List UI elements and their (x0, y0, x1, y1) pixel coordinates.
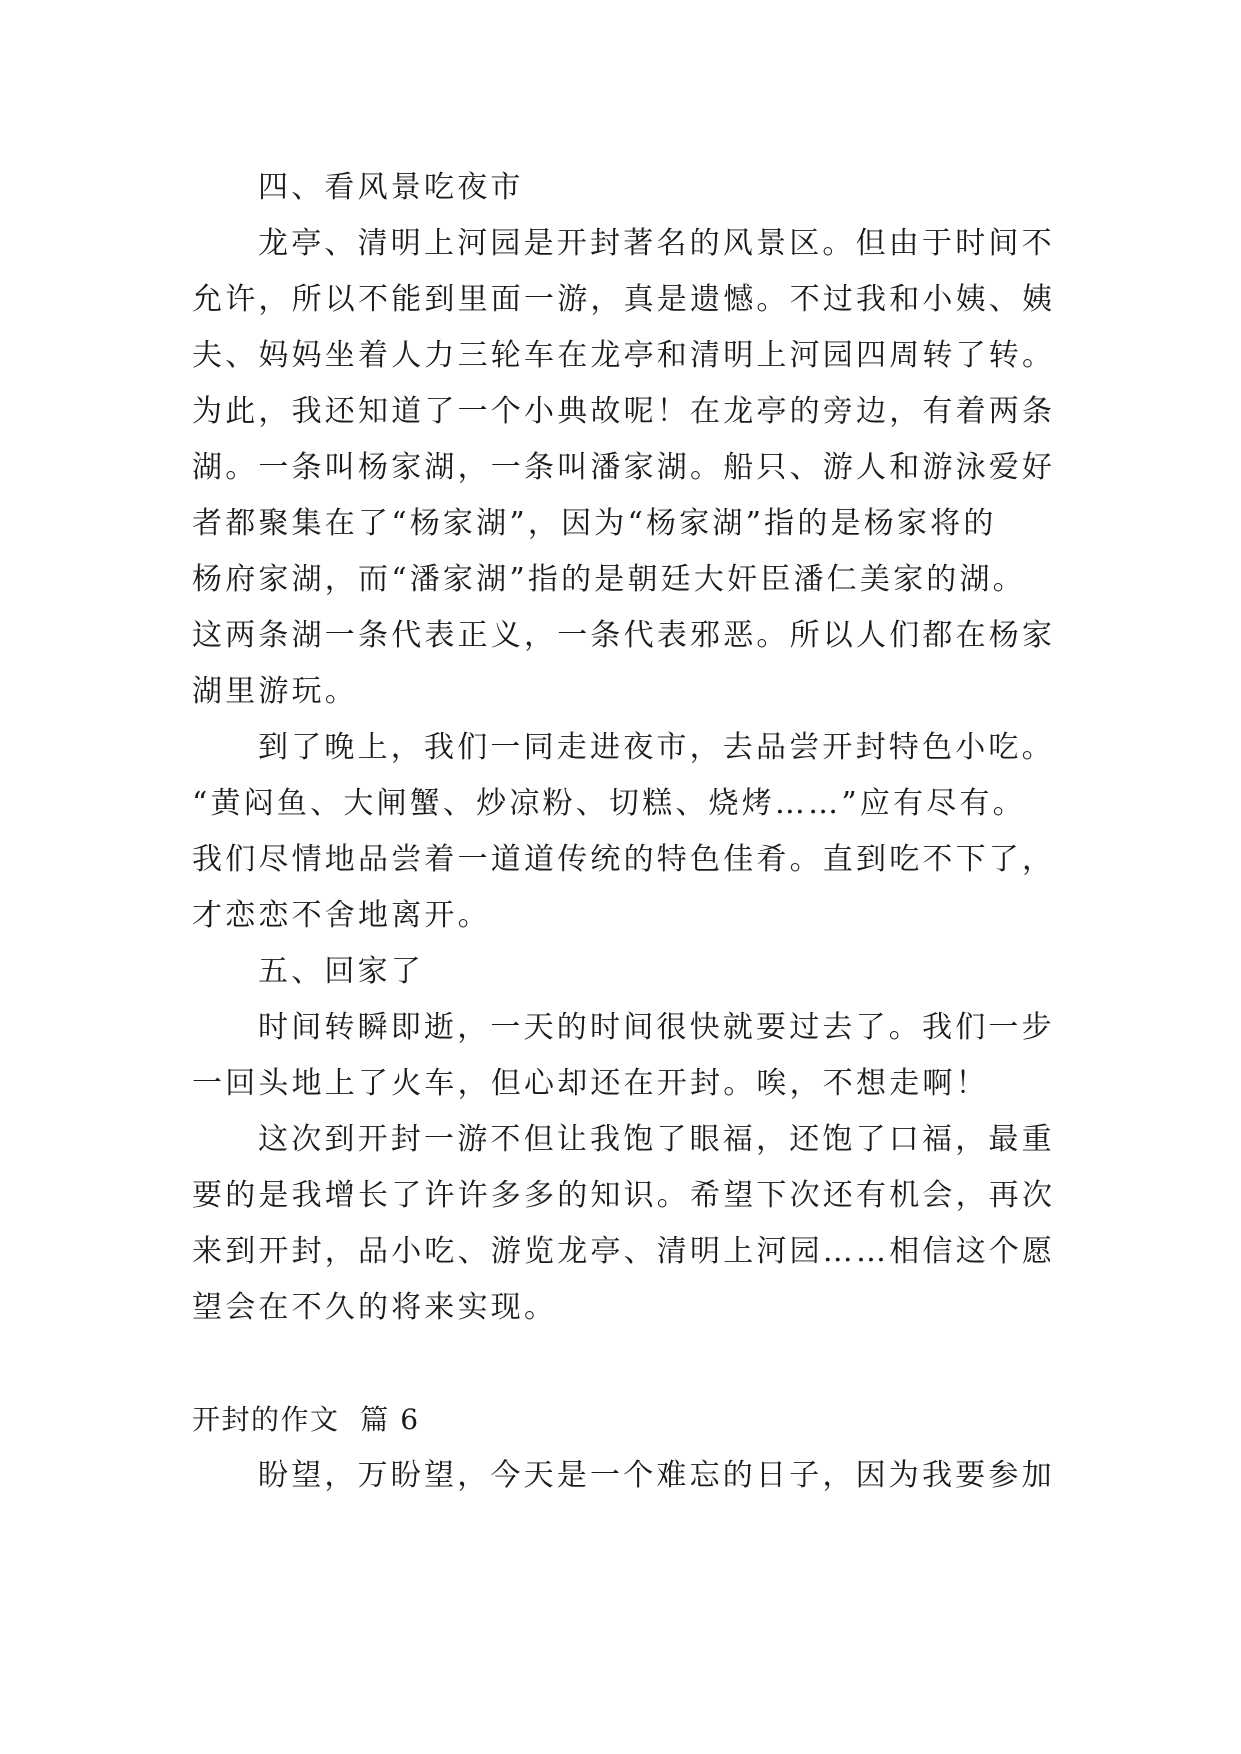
paragraph-line: 龙亭、清明上河园是开封著名的风景区。但由于时间不 (258, 226, 1055, 261)
paragraph-line: “黄闷鱼、大闸蟹、炒凉粉、切糕、烧烤……”应有尽有。 (192, 786, 1026, 821)
paragraph-line: 夫、妈妈坐着人力三轮车在龙亭和清明上河园四周转了转。 (192, 338, 1056, 373)
paragraph-line: 湖。一条叫杨家湖，一条叫潘家湖。船只、游人和游泳爱好 (192, 450, 1056, 485)
paragraph-line: 我们尽情地品尝着一道道传统的特色佳肴。直到吃不下了， (192, 842, 1056, 877)
paragraph-line: 时间转瞬即逝，一天的时间很快就要过去了。我们一步 (258, 1010, 1055, 1045)
paragraph-line: 杨府家湖，而“潘家湖”指的是朝廷大奸臣潘仁美家的湖。 (192, 562, 1026, 597)
section-heading: 四、看风景吃夜市 (258, 170, 524, 205)
paragraph-line: 要的是我增长了许许多多的知识。希望下次还有机会，再次 (192, 1178, 1056, 1213)
paragraph-line: 这两条湖一条代表正义，一条代表邪恶。所以人们都在杨家 (192, 618, 1056, 653)
section-heading: 五、回家了 (258, 954, 424, 989)
paragraph-line: 这次到开封一游不但让我饱了眼福，还饱了口福，最重 (258, 1122, 1055, 1157)
paragraph-line: 望会在不久的将来实现。 (192, 1290, 558, 1325)
paragraph-line: 到了晚上，我们一同走进夜市，去品尝开封特色小吃。 (258, 730, 1055, 765)
paragraph-line: 允许，所以不能到里面一游，真是遗憾。不过我和小姨、姨 (192, 282, 1056, 317)
paragraph-line: 湖里游玩。 (192, 674, 358, 709)
paragraph-line: 者都聚集在了“杨家湖”，因为“杨家湖”指的是杨家将的 (192, 506, 997, 541)
paragraph-line: 才恋恋不舍地离开。 (192, 898, 491, 933)
paragraph-line: 为此，我还知道了一个小典故呢！在龙亭的旁边，有着两条 (192, 394, 1056, 429)
essay-title: 开封的作文 篇 6 (192, 1403, 420, 1436)
paragraph-line: 一回头地上了火车，但心却还在开封。唉，不想走啊！ (192, 1066, 989, 1101)
paragraph-line: 盼望，万盼望，今天是一个难忘的日子，因为我要参加 (258, 1458, 1055, 1493)
paragraph-line: 来到开封，品小吃、游览龙亭、清明上河园……相信这个愿 (192, 1234, 1056, 1269)
